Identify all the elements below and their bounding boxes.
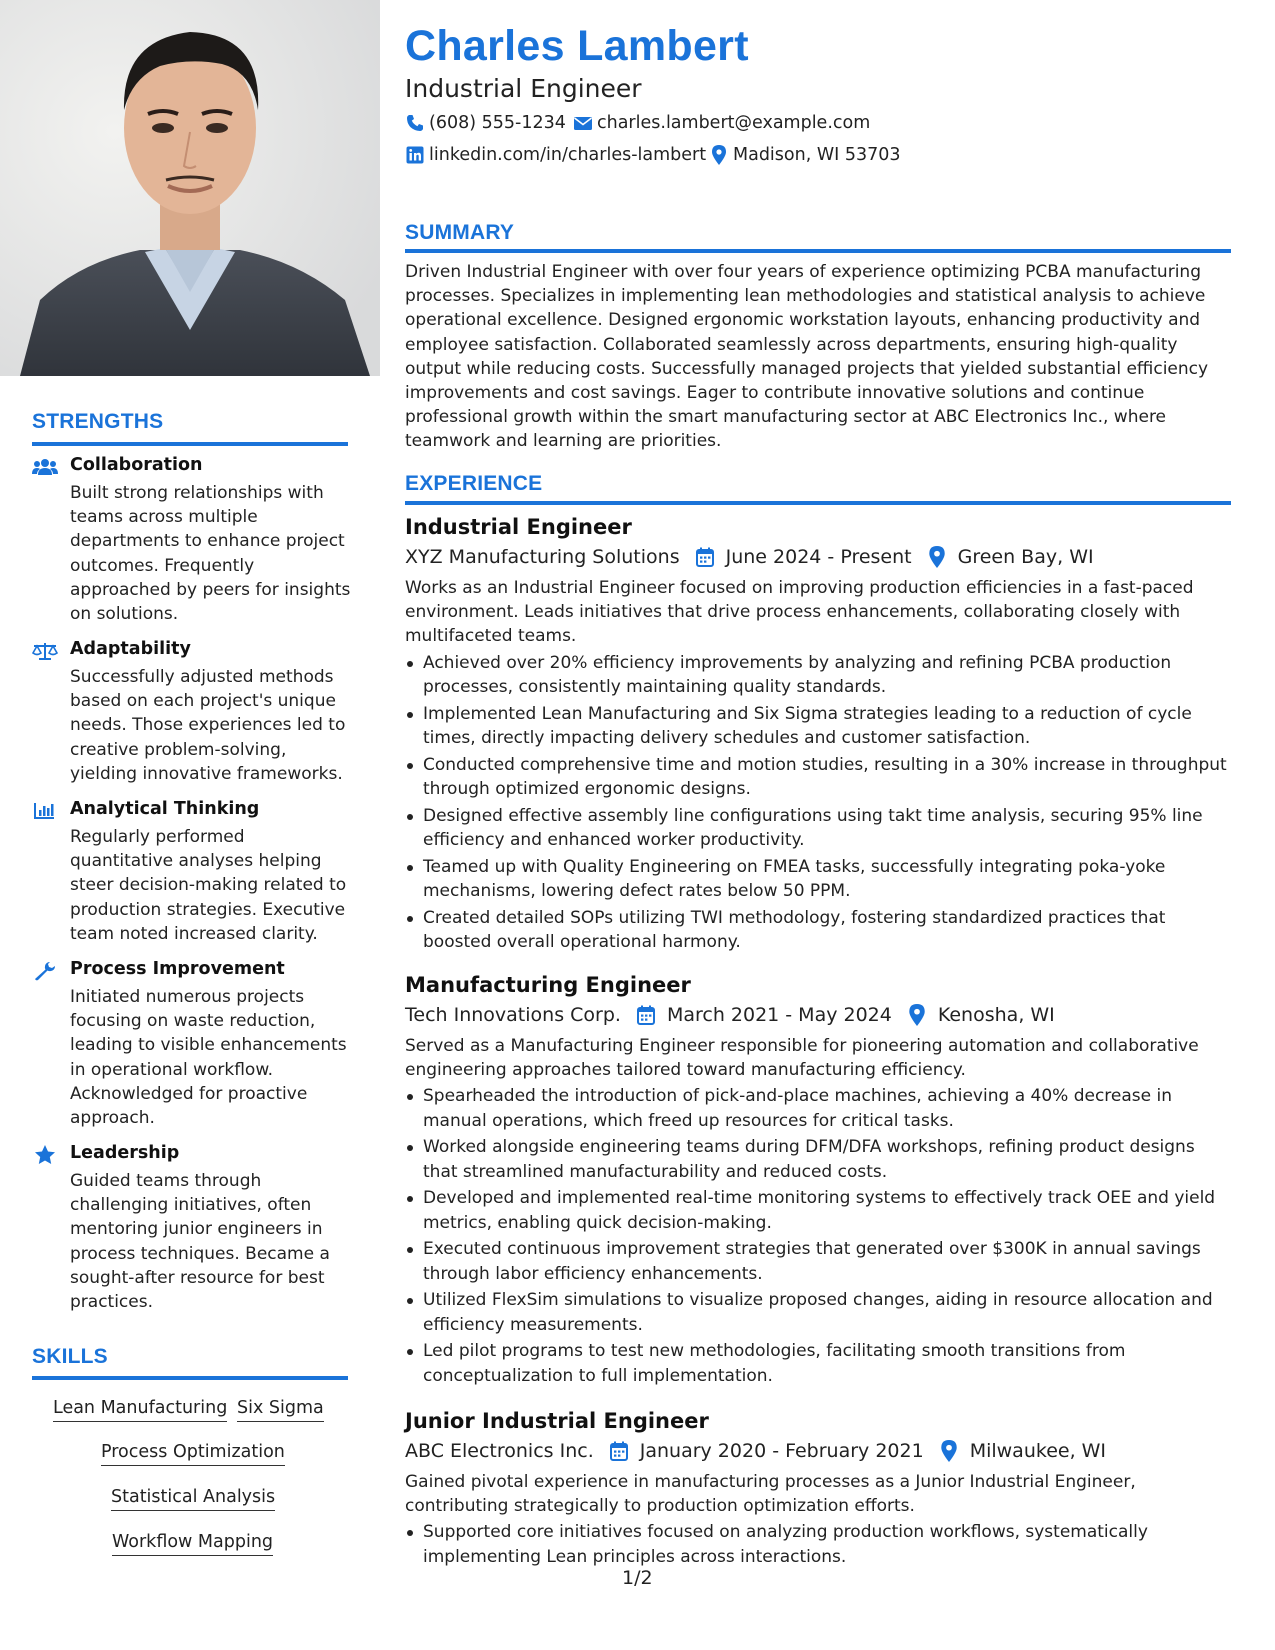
strength-description: Regularly performed quantitative analyses helping steer decision-making related to production strategies. Executive team noted increased clarity.: [70, 827, 347, 944]
job-entry: [405, 512, 1231, 957]
job-bullet: Spearheaded the introduction of pick-and-place machines, achieving a 40% decrease in manual operations, which freed up resources for critical tasks.: [405, 1084, 1231, 1132]
summary-heading: SUMMARY: [405, 221, 515, 244]
balance-scale-icon: [32, 641, 58, 661]
contact-location: [709, 145, 901, 165]
experience-heading: EXPERIENCE: [405, 472, 543, 495]
summary-text: Driven Industrial Engineer with over four years of experience optimizing PCBA manufacturing processes. Specializes in implementing lean methodologies and statistical analysis to achieve operational excellence. Designed ergonomic workstation layouts, enhancing productivity and employee satisfaction. Collaborated seamlessly across departments, ensuring high-quality output while reducing costs. Successfully managed projects that yielded substantial efficiency improvements and cost savings. Eager to contribute innovative solutions and continue professional growth within the smart manufacturing sector at ABC Electronics Inc., where teamwork and learning are priorities.: [405, 262, 1209, 452]
strength-description: Built strong relationships with teams across multiple departments to enhance project outcomes. Frequently approached by peers for insights on solutions.: [70, 483, 351, 625]
strengths-divider: [32, 442, 348, 446]
job-bullet: Designed effective assembly line configurations using takt time analysis, securing 95% line efficiency and enhanced worker productivity.: [405, 804, 1231, 852]
job-bullet: Developed and implemented real-time monitoring systems to effectively track OEE and yield metrics, enabling quick decision-making.: [405, 1186, 1231, 1234]
job-bullet: Teamed up with Quality Engineering on FMEA tasks, successfully integrating poka-yoke mechanisms, lowering defect rates below 50 PPM.: [405, 855, 1231, 903]
job-company: XYZ Manufacturing Solutions: [405, 546, 680, 568]
calendar-icon: [635, 1004, 657, 1026]
skill-tag: Statistical Analysis: [111, 1487, 275, 1511]
wrench-icon: [32, 961, 58, 981]
job-dates: January 2020 - February 2021: [639, 1440, 924, 1462]
job-location: Green Bay, WI: [957, 546, 1094, 568]
job-bullets: [405, 1084, 1231, 1387]
job-bullets: [405, 1520, 1231, 1568]
chart-bar-icon: [32, 801, 58, 821]
job-dates: March 2021 - May 2024: [666, 1004, 892, 1026]
left-column: [0, 0, 380, 1650]
job-description: Works as an Industrial Engineer focused on improving production efficiencies in a fast-paced environment. Leads initiatives that drive process enhancements, collaborating closely with multifaceted teams.: [405, 578, 1194, 647]
summary-divider: [405, 249, 1231, 253]
strength-description: Initiated numerous projects focusing on waste reduction, leading to visible enhancements in operational workflow. Acknowledged for proactive approach.: [70, 987, 347, 1129]
calendar-icon: [608, 1440, 630, 1462]
strength-description: Guided teams through challenging initiatives, often mentoring junior engineers in process techniques. Became a sought-after resource for best practices.: [70, 1171, 330, 1313]
job-description: Gained pivotal experience in manufacturing processes as a Junior Industrial Engineer, contributing strategically to production optimization efforts.: [405, 1472, 1136, 1517]
job-location: Kenosha, WI: [937, 1004, 1055, 1026]
skill-tag: Workflow Mapping: [112, 1532, 273, 1556]
email-text: charles.lambert@example.com: [597, 113, 871, 133]
skill-tag: Six Sigma: [237, 1398, 324, 1422]
strength-name: Leadership: [70, 1143, 180, 1163]
experience-divider: [405, 501, 1231, 505]
strength-name: Collaboration: [70, 455, 203, 475]
location-text: Madison, WI 53703: [733, 145, 901, 165]
job-entry: [405, 970, 1231, 1390]
strength-name: Analytical Thinking: [70, 799, 260, 819]
star-icon: [32, 1145, 58, 1165]
map-pin-icon: [926, 546, 948, 568]
page-number: 1/2: [622, 1567, 653, 1589]
job-company: ABC Electronics Inc.: [405, 1440, 594, 1462]
job-bullet: Implemented Lean Manufacturing and Six Sigma strategies leading to a reduction of cycle times, directly impacting delivery schedules and customer satisfaction.: [405, 702, 1231, 750]
strengths-heading: STRENGTHS: [32, 410, 164, 433]
map-pin-icon: [906, 1004, 928, 1026]
job-bullet: Created detailed SOPs utilizing TWI methodology, fostering standardized practices that boosted overall operational harmony.: [405, 906, 1231, 954]
job-meta: [405, 1436, 1231, 1466]
job-location: Milwaukee, WI: [969, 1440, 1107, 1462]
phone-text: (608) 555-1234: [429, 113, 566, 133]
job-bullet: Worked alongside engineering teams during DFM/DFA workshops, refining product designs that streamlined manufacturability and reduced costs.: [405, 1135, 1231, 1183]
linkedin-icon: [405, 146, 425, 164]
linkedin-text: linkedin.com/in/charles-lambert: [429, 145, 707, 165]
job-description: Served as a Manufacturing Engineer responsible for pioneering automation and collaborative engineering approaches tailored toward manufacturing efficiency.: [405, 1036, 1199, 1081]
job-bullet: Led pilot programs to test new methodologies, facilitating smooth transitions from conceptualization to full implementation.: [405, 1339, 1231, 1387]
job-bullet: Conducted comprehensive time and motion studies, resulting in a 30% increase in throughput through optimized ergonomic designs.: [405, 753, 1231, 801]
skill-tag: Lean Manufacturing: [53, 1398, 227, 1422]
job-role: Manufacturing Engineer: [405, 973, 691, 997]
calendar-icon: [694, 546, 716, 568]
contact-email[interactable]: [573, 113, 870, 133]
job-bullet: Utilized FlexSim simulations to visualize proposed changes, aiding in resource allocation and efficiency measurements.: [405, 1288, 1231, 1336]
contact-phone[interactable]: [405, 113, 566, 133]
job-role: Industrial Engineer: [405, 515, 632, 539]
skill-tag: Process Optimization: [101, 1442, 285, 1466]
candidate-title: Industrial Engineer: [405, 74, 642, 103]
job-dates: June 2024 - Present: [725, 546, 912, 568]
skills-divider: [32, 1376, 348, 1380]
job-bullet: Executed continuous improvement strategies that generated over $300K in annual savings through labor efficiency enhancements.: [405, 1237, 1231, 1285]
strength-description: Successfully adjusted methods based on each project's unique needs. Those experiences led to creative problem-solving, yielding innovative frameworks.: [70, 667, 346, 784]
job-bullet: Supported core initiatives focused on analyzing production workflows, systematically implementing Lean principles across interactions.: [405, 1520, 1231, 1568]
envelope-icon: [573, 114, 593, 132]
candidate-name: Charles Lambert: [405, 22, 749, 70]
map-pin-icon: [709, 146, 729, 164]
contact-linkedin[interactable]: [405, 145, 706, 165]
job-bullet: Achieved over 20% efficiency improvements by analyzing and refining PCBA production processes, consistently maintaining quality standards.: [405, 651, 1231, 699]
users-icon: [32, 457, 58, 477]
map-pin-icon: [938, 1440, 960, 1462]
strength-name: Adaptability: [70, 639, 191, 659]
phone-icon: [405, 114, 425, 132]
strength-name: Process Improvement: [70, 959, 285, 979]
profile-photo: [0, 0, 380, 376]
job-meta: [405, 1000, 1231, 1030]
job-meta: [405, 542, 1231, 572]
job-entry: [405, 1406, 1231, 1571]
job-bullets: [405, 651, 1231, 954]
job-company: Tech Innovations Corp.: [405, 1004, 621, 1026]
skills-heading: SKILLS: [32, 1345, 108, 1368]
job-role: Junior Industrial Engineer: [405, 1409, 709, 1433]
